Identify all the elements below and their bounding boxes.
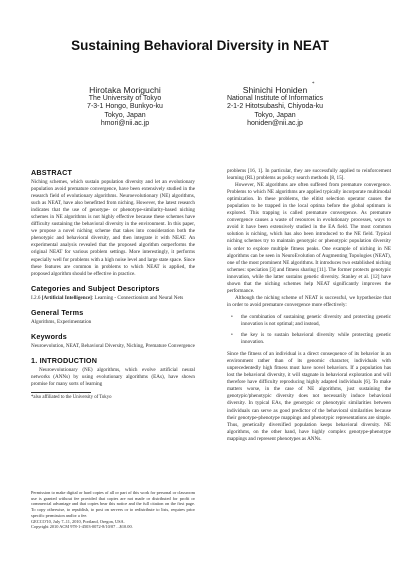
category-rest: : Learning - Connectionism and Neural Nets [91, 294, 184, 301]
author-block-1 [40, 86, 210, 129]
author-address: 7-3-1 Hongo, Bunkyo-ku [87, 103, 163, 111]
right-paragraph-3: Although the niching scheme of NEAT is successful, we hypothesize that in order to avoid premature convergence more effectively: [227, 294, 391, 308]
category-label: [Artificial Intelligence] [41, 294, 92, 301]
hypothesis-list [227, 314, 391, 346]
keywords-heading: Keywords [31, 331, 67, 341]
author-city: Tokyo, Japan [254, 111, 296, 119]
right-paragraph-1: problems [16, 1]. In particular, they are successfully applied to reinforcement learning (RL) problems as policy search methods [8, 15]. [227, 168, 391, 182]
author-city: Tokyo, Japan [104, 111, 146, 119]
general-terms-heading: General Terms [31, 307, 84, 317]
introduction-heading: 1. INTRODUCTION [31, 355, 98, 365]
footnote-rule [31, 392, 91, 393]
permission-notice [31, 490, 195, 530]
introduction-text: Neuroevolutionary (NE) algorithms, which evolve artificial neural networks (ANNs) by using evolutionary algorithms (EAs), have shown promise for many sorts of learning [31, 366, 195, 387]
list-item [227, 332, 391, 346]
author-address: 2-1-2 Hitotsubashi, Chiyoda-ku [226, 103, 324, 111]
author-affiliation: The University of Tokyo [88, 94, 162, 102]
right-paragraph-4: Since the fitness of an individual is a direct consequence of its behavior in an environment rather than of its genomic character, individuals with unprecedentedly high fitness must have novel behaviors. If a population has lost the behavioral diversity, it will stagnate in behavioral exploration and will therefore have difficulty reproducing highly adapted individuals [6]. To make matters worse, in the case of NE algorithms, just sustaining the genotypic/phenotypic diversity does not necessarily induce behavioral diversity. In typical EAs, the genotypic or phenotypic similarities between individuals can serve as good predictor of the behavioral similarities because their genotype-phenotype mappings and phenotypic representations are simple. Thus, genetically diversified population keeps behavioral diversity. NE algorithms, on the other hand, have highly complex genotype-phenotype mappings and represent phenotypes as ANNs. [227, 351, 391, 442]
right-paragraph-2: However, NE algorithms are often suffered from premature convergence. Problems to which NE algorithms are applied typically incorporate multimodal optimization. In these problems, the elitist selection operator causes the population to be trapped in the local optima before the global optimum is explored. This trapping is called premature convergence. As premature convergence causes a waste of resources in evolutionary processes, ways to avoid it have been extensively studied in the EA field. The most common solution is niching, which has also been introduced to the NE field. Typical niching schemes try to maintain genotypic or phenotypic population diversity in order to explore multiple fitness peaks. One example of niching in NE algorithms can be seen in NeuroEvolution of Augmenting Topologies (NEAT), one of the most prominent NE algorithms. It introduces two established niching schemes: speciation [3] and fitness sharing [11]. The former protects genotypic innovation, while the latter sustains genetic diversity. Stanley et al. [12] have shown that the niching schemes help NEAT significantly improves the performance. [227, 182, 391, 294]
general-terms-text: Algorithms, Experimentation [31, 318, 92, 325]
categories-heading: Categories and Subject Descriptors [31, 283, 160, 293]
author-email[interactable]: hmori@nii.ac.jp [100, 120, 150, 128]
author-block-2 [190, 86, 360, 129]
abstract-heading: ABSTRACT [31, 168, 73, 177]
author-footnote-mark: * [312, 82, 315, 87]
bullet-icon: • [231, 332, 233, 339]
right-column [227, 168, 391, 443]
permission-text: Permission to make digital or hard copies of all or part of this work for personal or classroom use is granted without fee provided that copies are not made or distributed for profit or commercial advantage and that copies bear this notice and the full citation on the first page. To copy otherwise, to republish, to post on servers or to redistribute to lists, requires prior specific permission and/or a fee. GECCO'10, July 7–11, 2010, Portland, Oregon, USA. Copyright 2010 ACM 978-1-4503-0072-8/10/07 ...$10.00. [31, 490, 195, 530]
paper-title: Sustaining Behavioral Diversity in NEAT [71, 38, 329, 53]
category-code: I.2.6 [31, 294, 41, 301]
abstract-text: Niching schemes, which sustain population diversity and let an evolutionary population avoid premature convergence, have been extensively studied in the research field of evolutionary algorithms. Neuroevolutionary (NE) algorithms, such as NEAT, have also benefitted from niching. However, the latest research indicates that the use of genotype- or phenotype-similarity-based niching schemes in NE algorithms is not highly effective because these schemes have difficulty sustaining the behavioral diversity in the environment. In this paper, we propose a novel niching scheme that takes into consideration both the phenotypic and behavioral diversity, and then integrate it with NEAT. An experimental analysis revealed that the proposed algorithm outperforms the original NEAT for various problem settings. More interestingly, it performs especially well for problems with a high noise level and large state space. Since these features are common in problems to which NEAT is applied, the proposed algorithm should be effective in practice. [31, 179, 195, 277]
author-name: Shinichi Honiden [242, 85, 308, 95]
categories-text [31, 295, 195, 302]
author-email[interactable]: honiden@nii.ac.jp [247, 120, 303, 128]
list-item-text: the key is to sustain behavioral diversity while protecting genetic innovation. [241, 332, 391, 346]
list-item [227, 314, 391, 328]
footnote: *also affiliated to the University of Tokyo [31, 394, 112, 400]
keywords-text: Neuroevolution, NEAT, Behavioral Diversity, Niching, Premature Convergence [31, 342, 195, 349]
left-column [31, 168, 195, 401]
bullet-icon: • [231, 313, 233, 320]
list-item-text: the combination of sustaining genetic diversity and protecting genetic innovation is not optimal; and instead, [241, 313, 391, 327]
author-name: Hirotaka Moriguchi [89, 85, 161, 95]
author-affiliation: National Institute of Informatics [226, 94, 324, 102]
